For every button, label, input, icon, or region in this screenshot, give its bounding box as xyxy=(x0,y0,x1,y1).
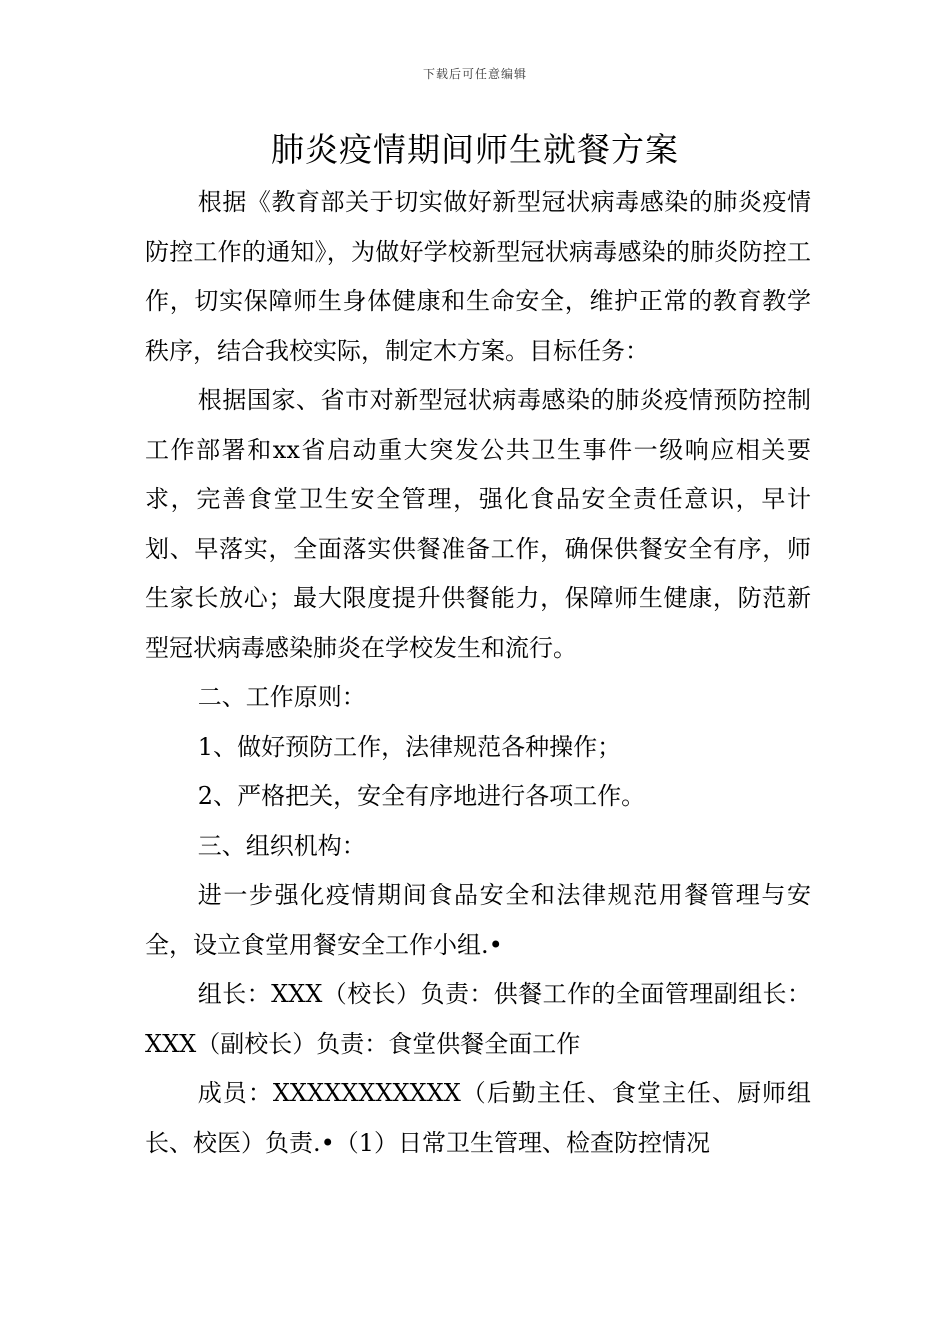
paragraph-members: 成员：XXXXXXXXXXX（后勤主任、食堂主任、厨师组长、校医）负责.•（1）日常卫生管理、检查防控情况 xyxy=(145,1079,811,1157)
paragraph-objectives: 根据国家、省市对新型冠状病毒感染的肺炎疫情预防控制工作部署和xx省启动重大突发公共卫生事件一级响应相关要求，完善食堂卫生安全管理，强化食品安全责任意识，早计划、早落实，全面落实供餐准备工作，确保供餐安全有序，师生家长放心；最大限度提升供餐能力，保障师生健康，防范新型冠状病毒感染肺炎在学校发生和流行。 xyxy=(145,386,811,662)
document-body xyxy=(145,178,811,1168)
paragraph-leaders: 组长：XXX（校长）负责：供餐工作的全面管理副组长：XXX（副校长）负责：食堂供餐全面工作 xyxy=(145,980,811,1058)
paragraph-organization: 进一步强化疫情期间食品安全和法律规范用餐管理与安全，设立食堂用餐安全工作小组.• xyxy=(145,881,811,959)
paragraph-intro: 根据《教育部关于切实做好新型冠状病毒感染的肺炎疫情防控工作的通知》，为做好学校新型冠状病毒感染的肺炎防控工作，切实保障师生身体健康和生命安全，维护正常的教育教学秩序，结合我校实际，制定木方案。目标任务： xyxy=(145,188,811,365)
principle-item-2: 2、严格把关，安全有序地进行各项工作。 xyxy=(197,782,646,810)
header-note: 下载后可任意编辑 xyxy=(422,67,527,81)
section-heading-principles: 二、工作原则： xyxy=(197,683,366,711)
document-title: 肺炎疫情期间师生就餐方案 xyxy=(271,130,679,169)
section-heading-organization: 三、组织机构： xyxy=(197,831,366,860)
principle-item-1: 1、做好预防工作，法律规范各种操作； xyxy=(197,732,622,761)
